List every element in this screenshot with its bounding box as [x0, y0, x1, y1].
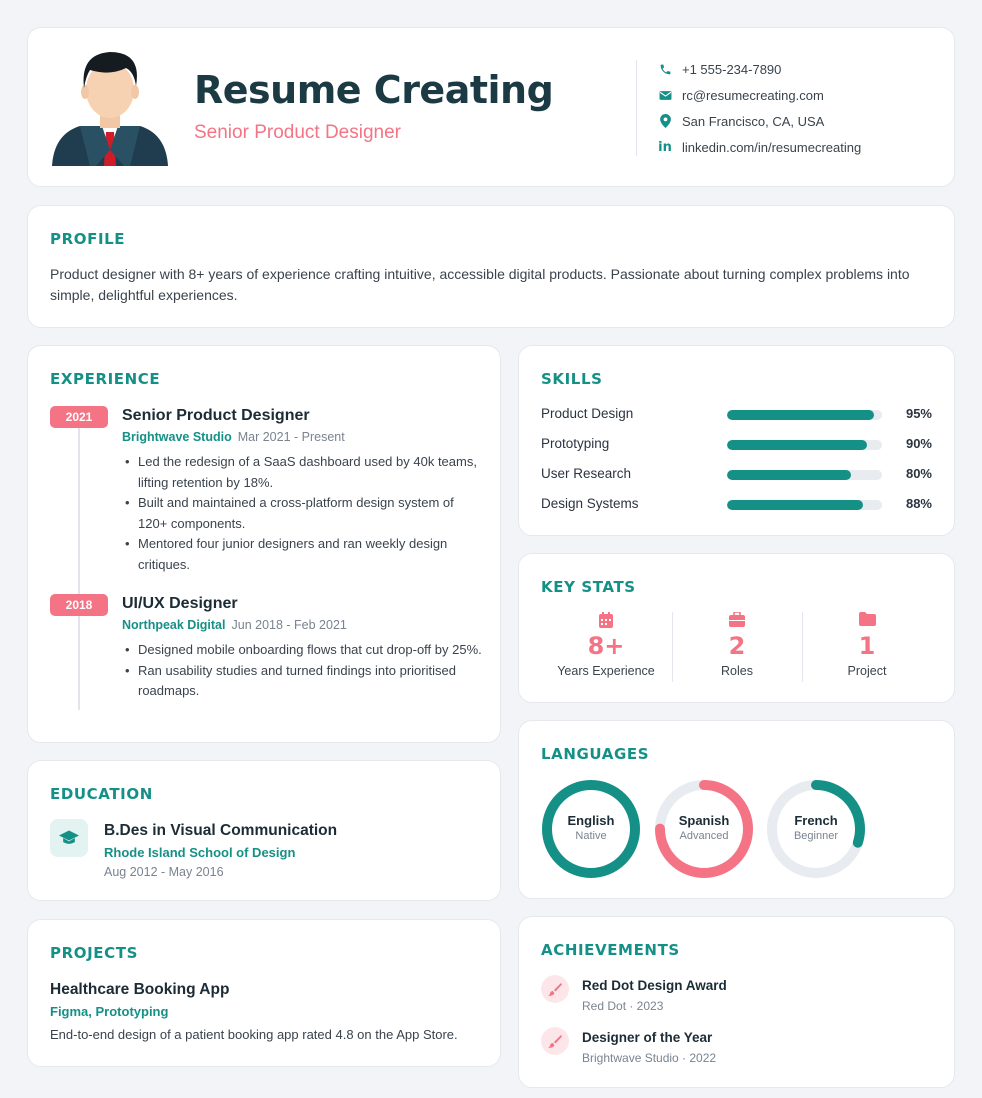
- language-french: [766, 779, 866, 879]
- job-bullet: • Ran usability studies and turned findings into prioritised roadmaps.: [122, 661, 482, 702]
- avatar: [50, 46, 170, 168]
- contact-linkedin[interactable]: [658, 138, 861, 156]
- achievement-title: Designer of the Year: [582, 1030, 713, 1045]
- project-name: Healthcare Booking App: [50, 981, 230, 998]
- experience-heading: EXPERIENCE: [50, 370, 161, 388]
- brush-icon: [541, 975, 569, 1003]
- job-bullet: • Built and maintained a cross-platform design system of 120+ components.: [122, 493, 482, 534]
- language-english: [541, 779, 641, 879]
- languages-card: [518, 720, 955, 899]
- key-stats-heading: KEY STATS: [541, 578, 636, 596]
- project-description: End-to-end design of a patient booking app rated 4.8 on the App Store.: [50, 1027, 458, 1042]
- achievement-sub: Brightwave Studio · 2022: [582, 1051, 717, 1065]
- skill-bar: [727, 470, 882, 480]
- skill-bar-fill: [727, 440, 867, 450]
- job-bullet: • Led the redesign of a SaaS dashboard used by 40k teams, lifting retention by 18%.: [122, 452, 482, 493]
- language-ring: [541, 779, 641, 879]
- job-bullet: • Mentored four junior designers and ran weekly design critiques.: [122, 534, 482, 575]
- profile-card: [27, 205, 955, 328]
- language-level: Native: [575, 830, 607, 842]
- project-tools: Figma, Prototyping: [50, 1004, 169, 1019]
- job-dates: Mar 2021 - Present: [237, 430, 345, 444]
- language-name: English: [567, 813, 615, 828]
- skill-name: Design Systems: [541, 496, 639, 511]
- candidate-role: Senior Product Designer: [194, 122, 401, 143]
- header-divider: [636, 60, 637, 156]
- location-pin-icon: [658, 114, 672, 128]
- stat-roles: [672, 612, 802, 678]
- location-text: San Francisco, CA, USA: [682, 113, 825, 129]
- skills-heading: SKILLS: [541, 370, 603, 388]
- phone-text: +1 555-234-7890: [682, 61, 782, 77]
- job-bullets: [122, 452, 482, 575]
- language-level: Advanced: [679, 830, 729, 842]
- skill-bar: [727, 410, 882, 420]
- skill-bar-fill: [727, 500, 863, 510]
- skill-name: User Research: [541, 466, 632, 481]
- skill-percent: 90%: [905, 436, 932, 451]
- language-name: Spanish: [678, 813, 730, 828]
- education-school: Rhode Island School of Design: [104, 845, 296, 860]
- job-title: Senior Product Designer: [122, 407, 310, 424]
- linkedin-icon: in: [658, 139, 672, 155]
- brush-icon: [541, 1027, 569, 1055]
- candidate-name: Resume Creating: [194, 68, 554, 112]
- phone-icon: [658, 62, 672, 76]
- education-heading: EDUCATION: [50, 785, 153, 803]
- year-badge: 2018: [50, 594, 108, 616]
- stat-label: Roles: [721, 664, 753, 678]
- header-card: [27, 27, 955, 187]
- job-bullets: [122, 640, 482, 702]
- achievement-sub: Red Dot · 2023: [582, 999, 664, 1013]
- stat-value: 2: [728, 632, 746, 660]
- education-dates: Aug 2012 - May 2016: [104, 865, 224, 879]
- timeline-line: [78, 426, 80, 710]
- profile-summary: Product designer with 8+ years of experience crafting intuitive, accessible digital products. Passionate about turning complex problems into simple, delightful experiences.: [50, 266, 910, 303]
- key-stats-card: [518, 553, 955, 703]
- stat-years: [541, 612, 671, 678]
- projects-card: [27, 919, 501, 1067]
- skill-percent: 80%: [905, 466, 932, 481]
- skills-card: [518, 345, 955, 536]
- briefcase-icon: [672, 612, 802, 630]
- job-dates: Jun 2018 - Feb 2021: [231, 618, 347, 632]
- language-ring: [766, 779, 866, 879]
- language-name: French: [794, 813, 838, 828]
- job-company: Northpeak Digital: [122, 618, 226, 632]
- education-degree: B.Des in Visual Communication: [104, 822, 338, 839]
- skill-percent: 88%: [905, 496, 932, 511]
- profile-heading: PROFILE: [50, 230, 126, 248]
- skill-bar-fill: [727, 470, 851, 480]
- email-text: rc@resumecreating.com: [682, 87, 824, 103]
- achievements-card: [518, 916, 955, 1088]
- education-card: [27, 760, 501, 901]
- job-meta: [122, 430, 345, 444]
- languages-heading: LANGUAGES: [541, 745, 650, 763]
- skill-name: Product Design: [541, 406, 634, 421]
- language-level: Beginner: [793, 830, 839, 842]
- skill-bar: [727, 440, 882, 450]
- stat-label: Years Experience: [557, 664, 655, 678]
- stat-value: 1: [858, 632, 876, 660]
- achievement-title: Red Dot Design Award: [582, 978, 727, 993]
- job-company: Brightwave Studio: [122, 430, 232, 444]
- stat-label: Project: [847, 664, 887, 678]
- contact-phone[interactable]: [658, 60, 781, 78]
- contact-location: [658, 112, 824, 130]
- stat-projects: [802, 612, 932, 678]
- skill-percent: 95%: [905, 406, 932, 421]
- skill-bar: [727, 500, 882, 510]
- graduation-cap-icon: [50, 819, 88, 857]
- contact-email[interactable]: [658, 86, 824, 104]
- experience-card: [27, 345, 501, 743]
- skill-name: Prototyping: [541, 436, 610, 451]
- folder-icon: [802, 612, 932, 630]
- language-spanish: [654, 779, 754, 879]
- job-title: UI/UX Designer: [122, 595, 238, 612]
- language-ring: [654, 779, 754, 879]
- job-meta: [122, 618, 347, 632]
- linkedin-text: linkedin.com/in/resumecreating: [682, 139, 862, 155]
- job-bullet: • Designed mobile onboarding flows that cut drop-off by 25%.: [122, 640, 482, 661]
- projects-heading: PROJECTS: [50, 944, 138, 962]
- skill-bar-fill: [727, 410, 874, 420]
- stat-value: 8+: [587, 632, 625, 660]
- calendar-icon: [541, 612, 671, 630]
- mail-icon: [658, 88, 672, 102]
- year-badge: 2021: [50, 406, 108, 428]
- achievements-heading: ACHIEVEMENTS: [541, 941, 680, 959]
